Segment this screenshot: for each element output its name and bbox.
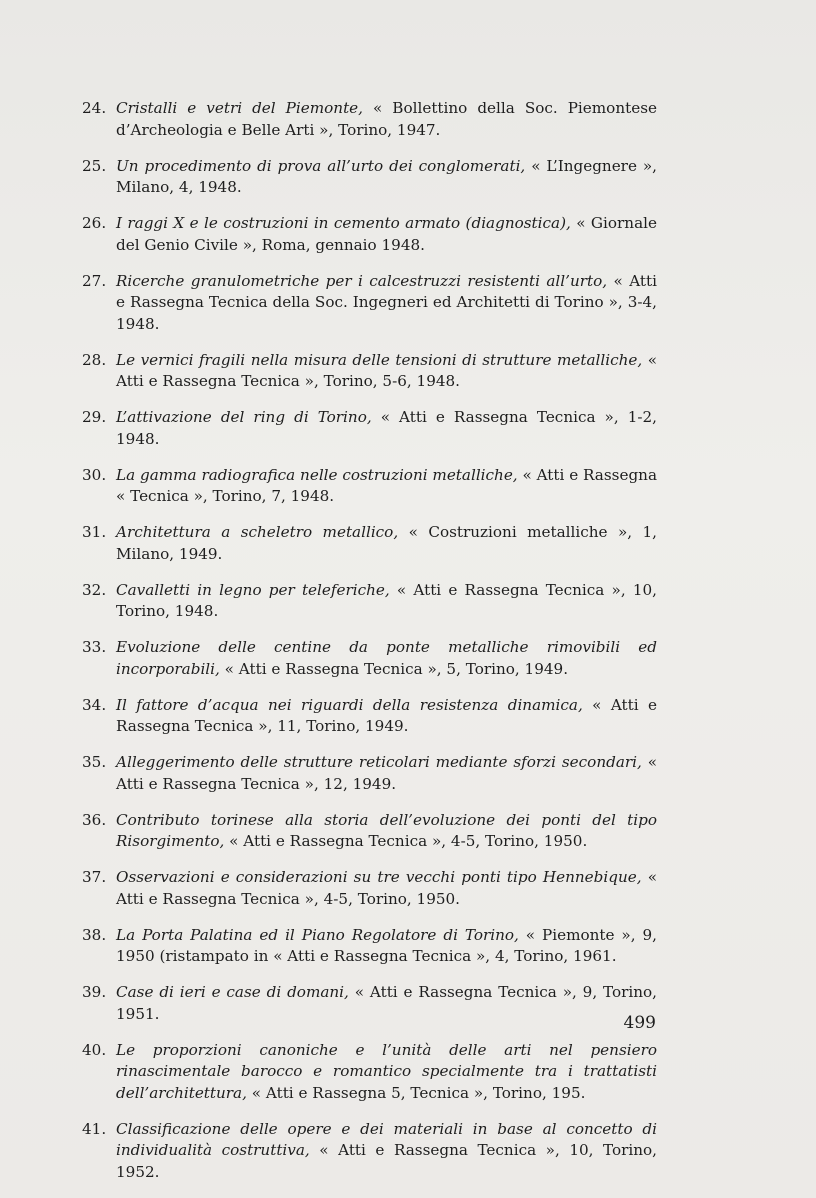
bibliography-list <box>82 98 657 1198</box>
entry-title: L’attivazione del ring di Torino, <box>116 408 372 426</box>
bibliography-entry <box>82 695 657 738</box>
bibliography-entry <box>82 271 657 336</box>
entry-title: Architettura a scheletro metallico, <box>116 523 399 541</box>
entry-title: Osservazioni e considerazioni su tre vecchi ponti tipo Hennebique, <box>116 868 642 886</box>
entry-number: 32. <box>82 580 107 599</box>
entry-number: 27. <box>82 271 107 290</box>
bibliography-entry <box>82 867 657 910</box>
entry-publication: « Bollettino della Soc. Piemontese d’Archeologia e Belle Arti », Torino, 1947. <box>116 99 657 139</box>
entry-publication: « Giornale del Genio Civile », Roma, gennaio 1948. <box>116 214 657 254</box>
entry-title: Classificazione delle opere e dei materiali in base al concetto di individualità costruttiva, <box>116 1119 657 1159</box>
bibliography-entry <box>82 580 657 623</box>
entry-publication: « Atti e Rassegna 5, Tecnica », Torino, 195. <box>246 1083 586 1102</box>
entry-number: 35. <box>82 753 107 771</box>
entry-publication: « Atti e Rassegna Tecnica », 1-2, 1948. <box>116 408 657 448</box>
bibliography-entry <box>82 1119 657 1184</box>
entry-title: Ricerche granulometriche per i calcestruzzi resistenti all’urto, <box>116 271 608 290</box>
entry-title: Cavalletti in legno per teleferiche, <box>116 580 390 599</box>
entry-number: 33. <box>82 638 107 656</box>
entry-number: 26. <box>82 214 107 232</box>
entry-title: I raggi X e le costruzioni in cemento armato (diagnostica), <box>116 214 571 232</box>
bibliography-entry <box>82 156 657 199</box>
entry-title: Cristalli e vetri del Piemonte, <box>116 99 363 117</box>
entry-title: Contributo torinese alla storia dell’evoluzione dei ponti del tipo Risorgimento, <box>116 810 657 850</box>
entry-number: 25. <box>82 156 107 175</box>
entry-number: 39. <box>82 983 107 1001</box>
bibliography-entry <box>82 810 657 853</box>
entry-publication: « L’Ingegnere », Milano, 4, 1948. <box>116 156 657 196</box>
bibliography-entry <box>82 465 657 508</box>
bibliography-entry <box>82 98 657 141</box>
entry-title: Alleggerimento delle strutture reticolari mediante sforzi secondari, <box>116 753 642 771</box>
bibliography-entry <box>82 1040 657 1105</box>
entry-title: Le proporzioni canoniche e l’unità delle arti nel pensiero rinascimentale barocco e romantico specialmente tra i trattatisti dell’architettura, <box>116 1040 657 1102</box>
bibliography-entry <box>82 522 657 565</box>
entry-number: 34. <box>82 695 107 714</box>
entry-publication: « Piemonte », 9, 1950 (ristampato in « Atti e Rassegna Tecnica », 4, Torino, 1961. <box>116 925 657 965</box>
entry-title: Il fattore d’acqua nei riguardi della resistenza dinamica, <box>116 695 583 714</box>
entry-number: 31. <box>82 523 107 541</box>
entry-number: 40. <box>82 1040 107 1059</box>
bibliography-entry <box>82 213 657 256</box>
bibliography-entry <box>82 752 657 795</box>
bibliography-entry <box>82 925 657 968</box>
entry-publication: « Atti e Rassegna Tecnica », Torino, 5-6, 1948. <box>116 350 657 390</box>
entry-publication: « Atti e Rassegna Tecnica », 12, 1949. <box>116 753 657 793</box>
entry-number: 30. <box>82 465 107 484</box>
entry-publication: « Atti e Rassegna « Tecnica », Torino, 7, 1948. <box>116 465 657 505</box>
entry-publication: « Costruzioni metalliche », 1, Milano, 1949. <box>116 523 657 563</box>
bibliography-entry <box>82 637 657 680</box>
entry-publication: « Atti e Rassegna Tecnica », 10, Torino, 1948. <box>116 580 657 620</box>
entry-title: La Porta Palatina ed il Piano Regolatore di Torino, <box>116 925 519 944</box>
entry-number: 36. <box>82 810 107 829</box>
page-number: 499 <box>623 1013 656 1033</box>
entry-title: Case di ieri e case di domani, <box>116 983 349 1001</box>
entry-publication: « Atti e Rassegna Tecnica », 4-5, Torino, 1950. <box>224 832 588 850</box>
bibliography-entry <box>82 350 657 393</box>
bibliography-entry <box>82 982 657 1025</box>
entry-number: 29. <box>82 408 107 426</box>
entry-publication: « Atti e Rassegna Tecnica della Soc. Ingegneri ed Architetti di Torino », 3-4, 1948. <box>116 271 657 333</box>
bibliography-entry <box>82 407 657 450</box>
entry-number: 37. <box>82 868 107 886</box>
entry-publication: « Atti e Rassegna Tecnica », 9, Torino, 1951. <box>116 983 657 1023</box>
entry-number: 24. <box>82 99 107 117</box>
entry-number: 28. <box>82 350 107 369</box>
entry-title: Evoluzione delle centine da ponte metalliche rimovibili ed incorporabili, <box>116 638 657 678</box>
entry-publication: « Atti e Rassegna Tecnica », 4-5, Torino, 1950. <box>116 868 657 908</box>
entry-number: 38. <box>82 925 107 944</box>
entry-title: Le vernici fragili nella misura delle tensioni di strutture metalliche, <box>116 350 643 369</box>
entry-publication: « Atti e Rassegna Tecnica », 10, Torino, 1952. <box>116 1141 657 1181</box>
entry-title: Un procedimento di prova all’urto dei conglomerati, <box>116 156 526 175</box>
entry-publication: « Atti e Rassegna Tecnica », 5, Torino, 1949. <box>219 659 569 678</box>
entry-title: La gamma radiografica nelle costruzioni metalliche, <box>116 465 518 484</box>
entry-number: 41. <box>82 1119 107 1138</box>
entry-publication: « Atti e Rassegna Tecnica », 11, Torino, 1949. <box>116 695 657 735</box>
